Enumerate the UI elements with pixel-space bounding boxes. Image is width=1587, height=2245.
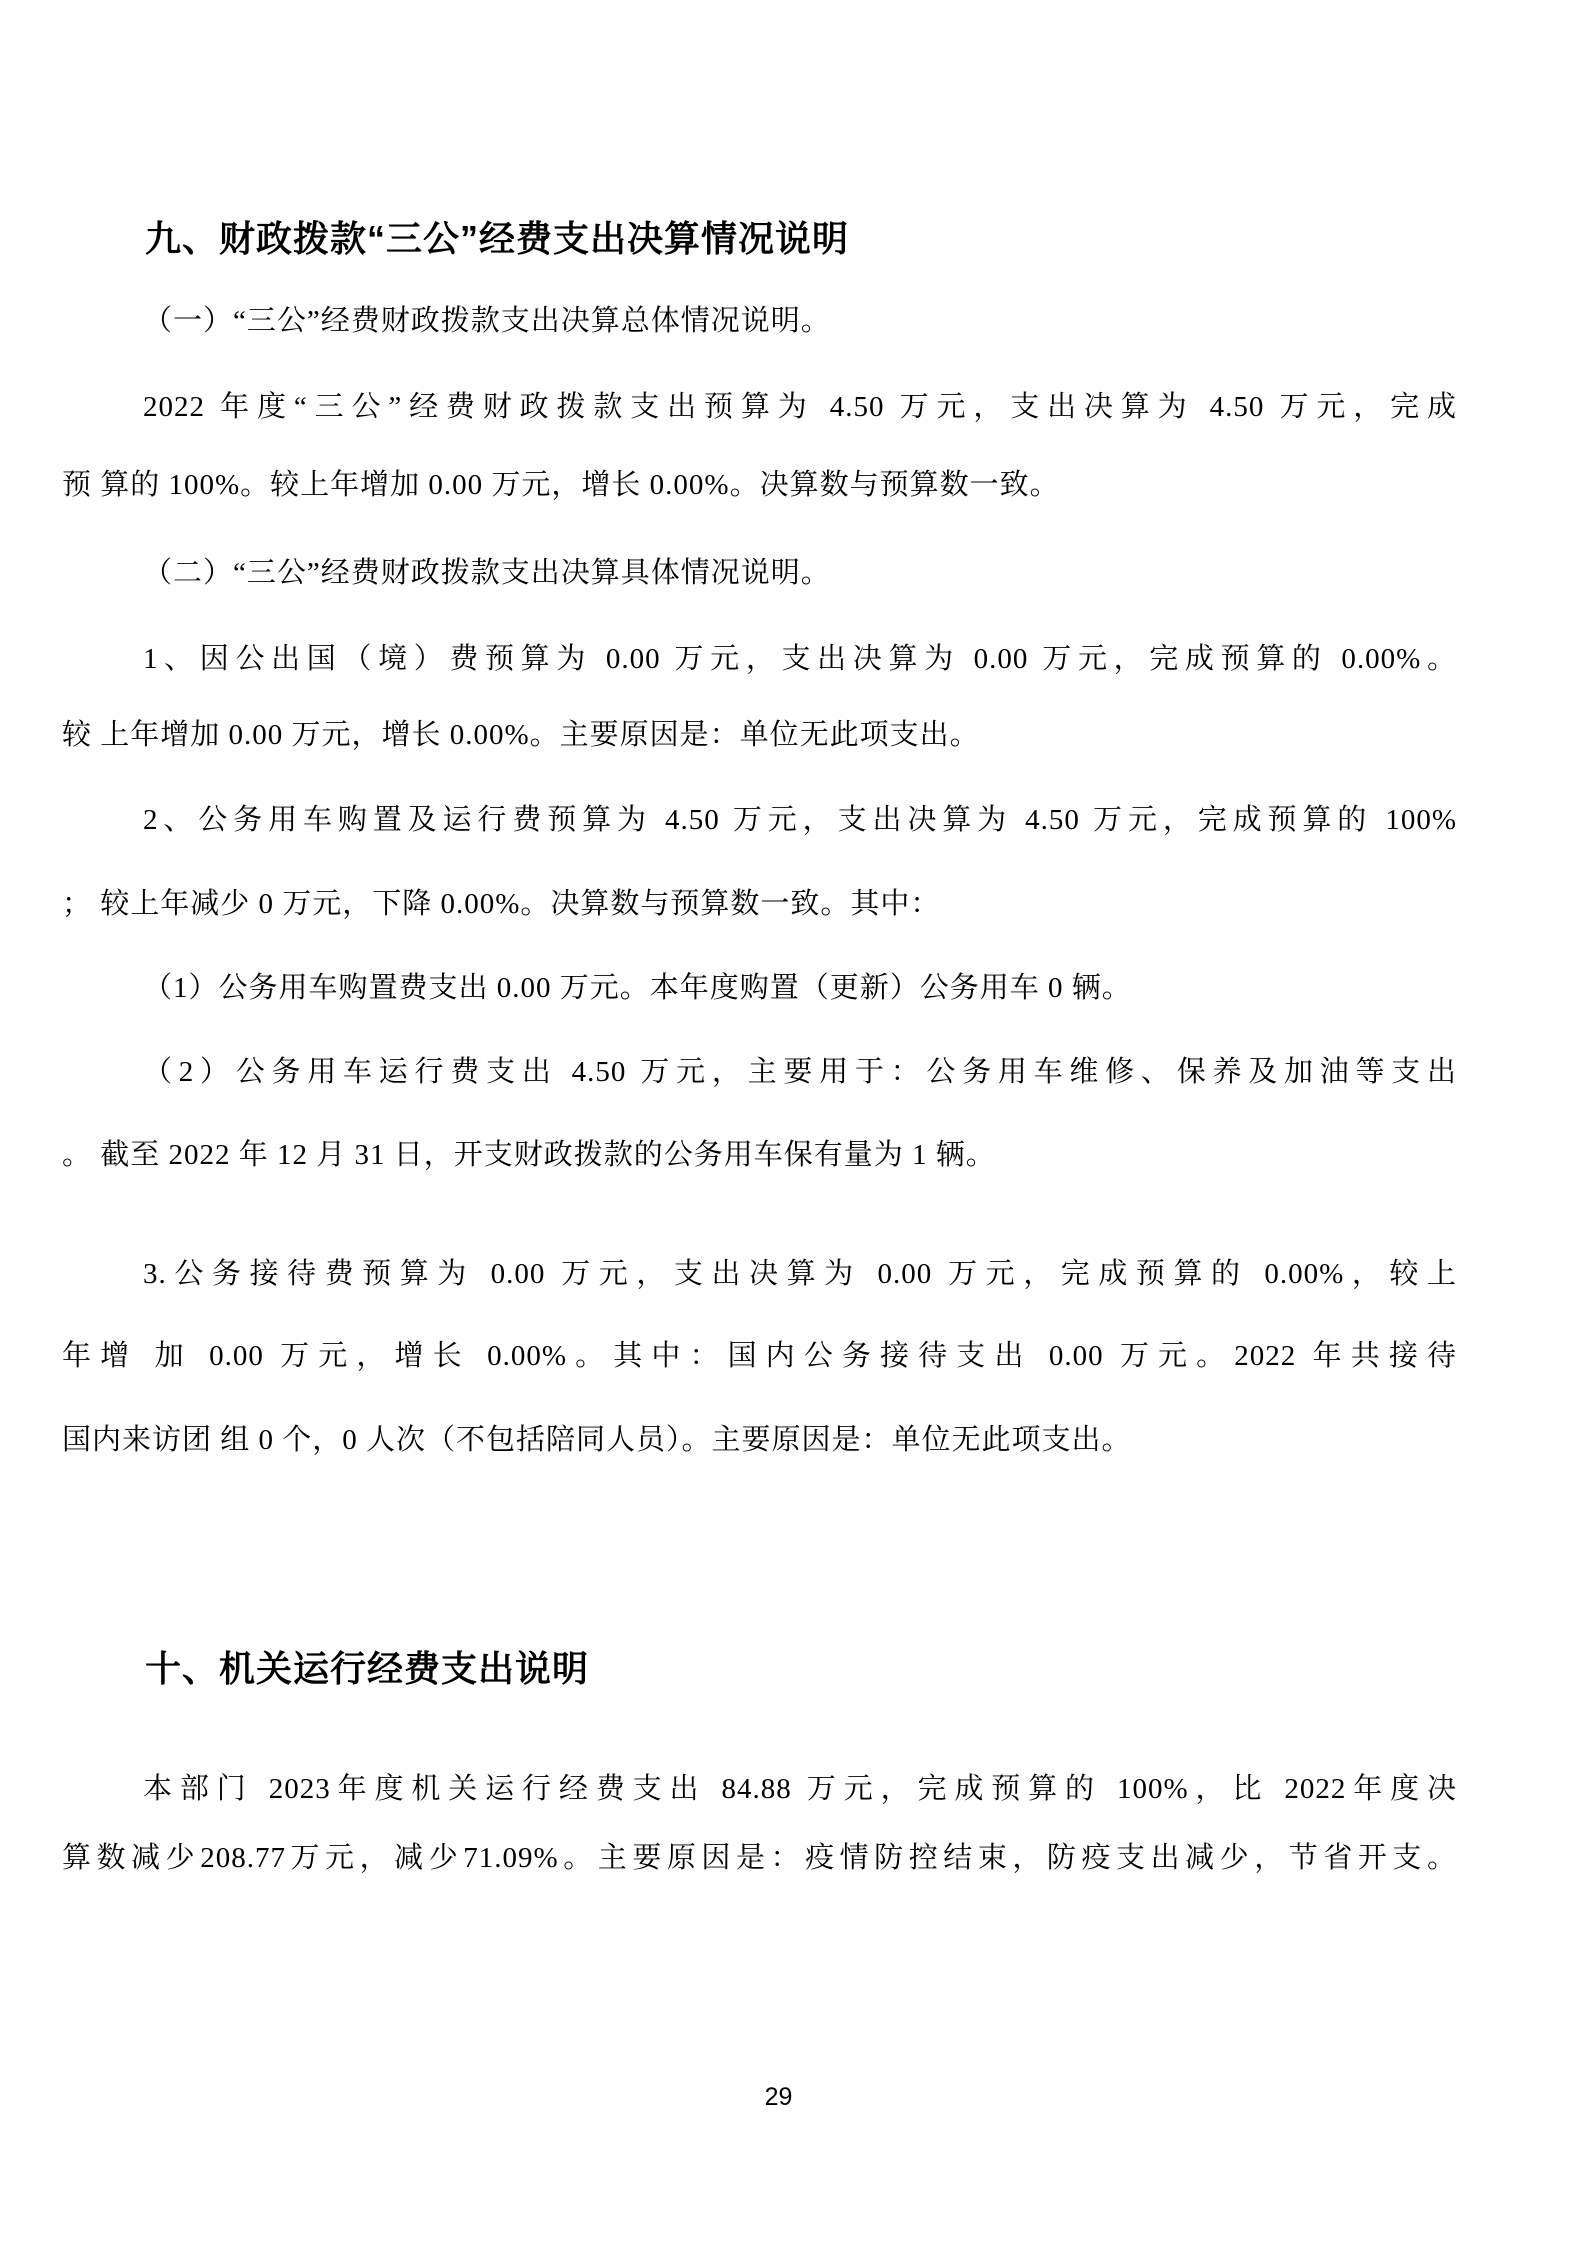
section-ten-heading: 十、机关运行经费支出说明 [145, 1648, 590, 1689]
paragraph-line: （一）“三公”经费财政拨款支出决算总体情况说明。 [143, 305, 831, 337]
paragraph-line: （1）公务用车购置费支出 0.00 万元。本年度购置（更新）公务用车 0 辆。 [143, 972, 1132, 1004]
paragraph-line: （2）公务用车运行费支出 4.50 万元，主要用于：公务用车维修、保养及加油等支出 [143, 1056, 1457, 1088]
paragraph-line: 3.公务接待费预算为 0.00 万元，支出决算为 0.00 万元，完成预算的 0.00%，较上 [143, 1258, 1457, 1290]
page-number: 29 [764, 2083, 793, 2111]
paragraph-line: （二）“三公”经费财政拨款支出决算具体情况说明。 [143, 557, 831, 589]
paragraph-line: 本部门 2023年度机关运行经费支出 84.88 万元，完成预算的 100%，比 2022年度决 [143, 1773, 1457, 1805]
paragraph-line: 国内来访团 组 0 个，0 人次（不包括陪同人员）。主要原因是：单位无此项支出。 [62, 1424, 1132, 1456]
paragraph-line: 年增 加 0.00 万元，增长 0.00%。其中：国内公务接待支出 0.00 万元。2022 年共接待 [62, 1340, 1457, 1372]
paragraph-line: 2022 年度“三公”经费财政拨款支出预算为 4.50 万元，支出决算为 4.50 万元，完成 [143, 391, 1457, 423]
section-nine-heading: 九、财政拨款“三公”经费支出决算情况说明 [145, 218, 850, 259]
paragraph-line: 1、因公出国（境）费预算为 0.00 万元，支出决算为 0.00 万元，完成预算的 0.00%。 [143, 643, 1457, 675]
paragraph-line: ； 较上年减少 0 万元，下降 0.00%。决算数与预算数一致。其中： [62, 888, 941, 920]
paragraph-line: 较 上年增加 0.00 万元，增长 0.00%。主要原因是：单位无此项支出。 [62, 719, 980, 751]
paragraph-line: 2、公务用车购置及运行费预算为 4.50 万元，支出决算为 4.50 万元，完成预算的 100% [143, 804, 1457, 836]
paragraph-line: 算数减少208.77万元，减少71.09%。主要原因是：疫情防控结束，防疫支出减少，节省开支。 [62, 1842, 1457, 1874]
paragraph-line: 预 算的 100%。较上年增加 0.00 万元，增长 0.00%。决算数与预算数一致。 [62, 469, 1060, 501]
paragraph-line: 。 截至 2022 年 12 月 31 日，开支财政拨款的公务用车保有量为 1 辆。 [62, 1139, 996, 1171]
